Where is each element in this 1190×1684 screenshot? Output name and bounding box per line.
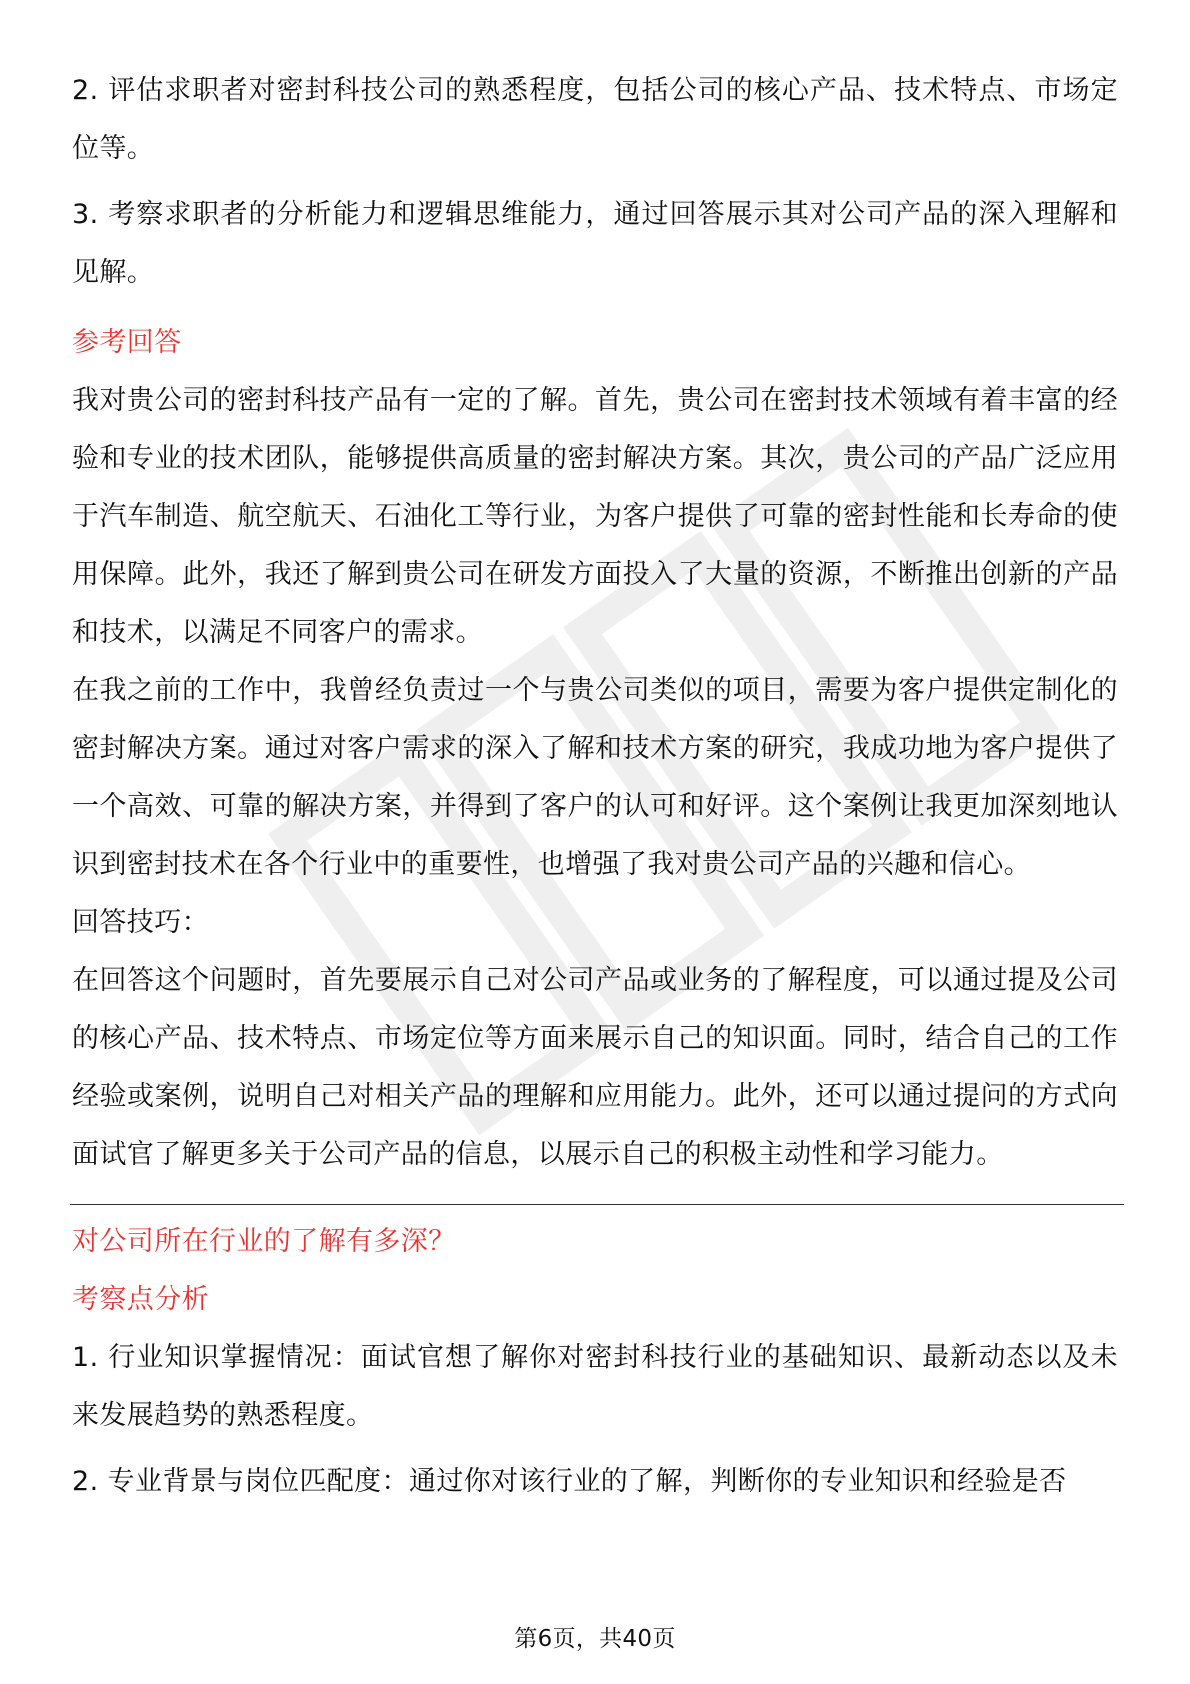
heading-reference-answer: 参考回答 [72,327,182,358]
section-divider [70,1204,1124,1205]
document-page [72,62,1118,1511]
paragraph-analysis-point-2: 2. 专业背景与岗位匹配度：通过你对该行业的了解，判断你的专业知识和经验是否 [72,1466,1067,1497]
paragraph-assessment-point-2: 2. 评估求职者对密封科技公司的熟悉程度，包括公司的核心产品、技术特点、市场定位等。 [72,75,1118,164]
answer-tips-label: 回答技巧： [72,907,209,938]
heading-analysis: 考察点分析 [72,1284,209,1315]
paragraph-answer-tips: 在回答这个问题时，首先要展示自己对公司产品或业务的了解程度，可以通过提及公司的核心产品、技术特点、市场定位等方面来展示自己的知识面。同时，结合自己的工作经验或案例，说明自己对相关产品的理解和应用能力。此外，还可以通过提问的方式向面试官了解更多关于公司产品的信息，以展示自己的积极主动性和学习能力。 [72,965,1118,1170]
paragraph-analysis-point-1: 1. 行业知识掌握情况：面试官想了解你对密封科技行业的基础知识、最新动态以及未来发展趋势的熟悉程度。 [72,1342,1118,1431]
paragraph-assessment-point-3: 3. 考察求职者的分析能力和逻辑思维能力，通过回答展示其对公司产品的深入理解和见解。 [72,199,1118,288]
page-number: 第6页，共40页 [514,1626,676,1652]
paragraph-answer-2: 在我之前的工作中，我曾经负责过一个与贵公司类似的项目，需要为客户提供定制化的密封解决方案。通过对客户需求的深入了解和技术方案的研究，我成功地为客户提供了一个高效、可靠的解决方案，并得到了客户的认可和好评。这个案例让我更加深刻地认识到密封技术在各个行业中的重要性，也增强了我对贵公司产品的兴趣和信心。 [72,675,1118,880]
paragraph-answer-1: 我对贵公司的密封科技产品有一定的了解。首先，贵公司在密封技术领域有着丰富的经验和专业的技术团队，能够提供高质量的密封解决方案。其次，贵公司的产品广泛应用于汽车制造、航空航天、石油化工等行业，为客户提供了可靠的密封性能和长寿命的使用保障。此外，我还了解到贵公司在研发方面投入了大量的资源，不断推出创新的产品和技术，以满足不同客户的需求。 [72,385,1118,648]
question-title: 对公司所在行业的了解有多深？ [72,1226,456,1257]
